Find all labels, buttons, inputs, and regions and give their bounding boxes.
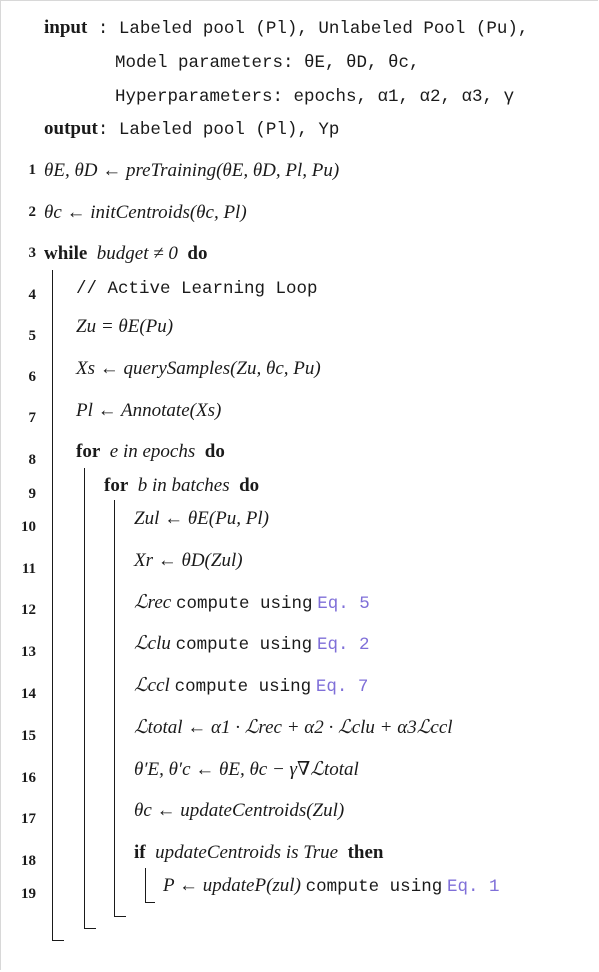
if-keyword: if <box>134 842 146 863</box>
algo-line-18 <box>134 841 384 865</box>
input-line-1-text: Labeled pool (Pl), Unlabeled Pool (Pu), <box>118 19 529 39</box>
input-line-3-text: Hyperparameters: epochs, α1, α2, α3, γ <box>115 87 515 107</box>
algo-line-14 <box>134 674 368 699</box>
while-keyword: while <box>44 243 88 264</box>
while-scope-bar <box>52 270 53 940</box>
line-7-text: Pl ← Annotate(Xs) <box>76 400 222 421</box>
for-keyword: for <box>104 475 129 496</box>
line-number: 18 <box>21 853 36 869</box>
do-keyword: do <box>187 243 208 264</box>
do-keyword: do <box>204 441 225 462</box>
line-13-symbol: ℒclu <box>134 633 171 654</box>
line-17-text: θc ← updateCentroids(Zul) <box>134 800 345 821</box>
line-number: 12 <box>21 602 36 618</box>
output-line-text: Labeled pool (Pl), Yp <box>118 120 340 140</box>
line-12-symbol: ℒrec <box>134 592 172 613</box>
eq-5-link[interactable]: Eq. 5 <box>317 594 370 614</box>
output-keyword: output <box>44 118 98 139</box>
line-8-text: e in epochs <box>109 441 196 462</box>
for-batches-scope-bar <box>114 500 115 916</box>
line-number: 2 <box>28 204 36 220</box>
input-line-2-text: Model parameters: θE, θD, θc, <box>115 53 420 73</box>
line-number: 14 <box>21 686 36 702</box>
for-epochs-scope-end <box>84 928 96 929</box>
algo-line-15 <box>134 716 453 740</box>
then-keyword: then <box>347 842 384 863</box>
algo-line-17 <box>134 799 344 823</box>
line-number: 13 <box>21 644 36 660</box>
line-14-text: compute using <box>174 677 312 697</box>
eq-2-link[interactable]: Eq. 2 <box>316 635 370 655</box>
line-number: 6 <box>28 369 36 385</box>
algo-line-7 <box>76 399 221 423</box>
line-number: 19 <box>21 886 36 902</box>
line-10-text: Zul ← θE(Pu, Pl) <box>134 508 269 529</box>
output-separator: : <box>97 120 119 140</box>
line-3-text: budget ≠ 0 <box>96 243 178 264</box>
line-18-text: updateCentroids is True <box>155 842 339 863</box>
line-13-text: compute using <box>175 635 313 655</box>
algo-line-1 <box>44 159 339 183</box>
line-number: 15 <box>21 728 36 744</box>
line-number: 17 <box>21 811 36 827</box>
output-line <box>44 117 339 142</box>
algo-line-3 <box>44 242 208 266</box>
algo-line-13 <box>134 632 369 657</box>
algo-line-16 <box>134 758 359 782</box>
line-11-text: Xr ← θD(Zul) <box>134 550 243 571</box>
line-number: 11 <box>21 561 36 577</box>
line-1-text: θE, θD ← preTraining(θE, θD, Pl, Pu) <box>44 160 340 181</box>
algo-line-2 <box>44 201 247 225</box>
line-number: 5 <box>28 328 36 344</box>
line-4-comment: // Active Learning Loop <box>76 279 318 299</box>
algo-line-4 <box>76 276 318 301</box>
line-9-text: b in batches <box>137 475 230 496</box>
line-15-text: ℒtotal ← α1 · ℒrec + α2 · ℒclu + α3ℒccl <box>134 717 453 738</box>
algo-line-8 <box>76 440 225 464</box>
algo-line-10 <box>134 507 269 531</box>
line-number: 7 <box>28 410 36 426</box>
for-keyword: for <box>76 441 101 462</box>
do-keyword: do <box>239 475 260 496</box>
line-16-text: θ′E, θ′c ← θE, θc − γ∇ℒtotal <box>134 759 359 780</box>
input-line-2 <box>115 50 420 75</box>
line-2-text: θc ← initCentroids(θc, Pl) <box>44 202 247 223</box>
line-number: 4 <box>28 287 36 303</box>
algo-line-5 <box>76 315 173 339</box>
input-keyword: input <box>44 17 88 38</box>
line-number: 16 <box>21 770 36 786</box>
algo-line-6 <box>76 357 321 381</box>
algo-line-19 <box>163 874 499 899</box>
input-line-3 <box>115 84 514 109</box>
line-12-text: compute using <box>176 594 313 614</box>
line-number: 3 <box>28 245 36 261</box>
line-number: 8 <box>28 452 36 468</box>
line-number: 1 <box>28 162 36 178</box>
algo-line-11 <box>134 549 243 573</box>
eq-7-link[interactable]: Eq. 7 <box>315 677 369 697</box>
input-separator: : <box>87 19 119 39</box>
line-number: 10 <box>21 519 36 535</box>
if-scope-bar <box>145 868 146 902</box>
algo-line-9 <box>104 474 259 498</box>
for-epochs-scope-bar <box>84 468 85 928</box>
line-19-text: compute using <box>305 877 443 897</box>
line-5-text: Zu = θE(Pu) <box>76 316 174 337</box>
line-6-text: Xs ← querySamples(Zu, θc, Pu) <box>76 358 321 379</box>
if-scope-end <box>145 902 155 903</box>
eq-1-link[interactable]: Eq. 1 <box>446 877 500 897</box>
for-batches-scope-end <box>114 916 126 917</box>
input-line-1 <box>44 16 528 41</box>
line-14-symbol: ℒccl <box>134 675 170 696</box>
line-number: 9 <box>28 486 36 502</box>
line-19-symbol: P ← updateP(zul) <box>163 875 301 896</box>
algo-line-12 <box>134 591 370 616</box>
while-scope-end <box>52 940 64 941</box>
